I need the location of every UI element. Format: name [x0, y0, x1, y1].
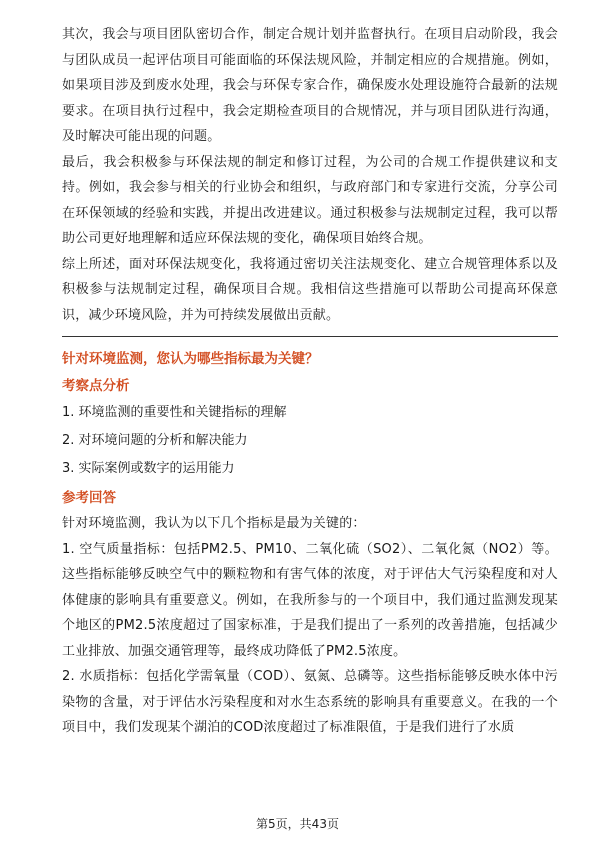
- analysis-item: 1. 环境监测的重要性和关键指标的理解: [62, 405, 287, 420]
- answer-intro: 针对环境监测，我认为以下几个指标是最为关键的：: [62, 516, 366, 531]
- page-number-footer: 第5页，共43页: [256, 817, 339, 831]
- analysis-title: 考察点分析: [62, 378, 130, 394]
- answer-title: 参考回答: [62, 490, 116, 506]
- document-page: [62, 22, 558, 741]
- question-heading: 针对环境监测，您认为哪些指标最为关键？: [62, 351, 319, 367]
- paragraph-compliance-plan: 其次，我会与项目团队密切合作，制定合规计划并监督执行。在项目启动阶段，我会与团队成员一起评估项目可能面临的环保法规风险，并制定相应的合规措施。例如，如果项目涉及到废水处理，我会与环保专家合作，确保废水处理设施符合最新的法规要求。在项目执行过程中，我会定期检查项目的合规情况，并与项目团队进行沟通，及时解决可能出现的问题。: [62, 27, 558, 144]
- section-divider: [62, 336, 558, 337]
- paragraph-regulation-participation: 最后，我会积极参与环保法规的制定和修订过程，为公司的合规工作提供建议和支持。例如，我会参与相关的行业协会和组织，与政府部门和专家进行交流，分享公司在环保领域的经验和实践，并提出改进建议。通过积极参与法规制定过程，我可以帮助公司更好地理解和适应环保法规的变化，确保项目始终合规。: [62, 154, 558, 246]
- paragraph-summary: 综上所述，面对环保法规变化，我将通过密切关注法规变化、建立合规管理体系以及积极参与法规制定过程，确保项目合规。我相信这些措施可以帮助公司提高环保意识，减少环境风险，并为可持续发展做出贡献。: [62, 256, 558, 323]
- answer-point-air: 1. 空气质量指标：包括PM2.5、PM10、二氧化硫（SO2）、二氧化氮（NO2）等。这些指标能够反映空气中的颗粒物和有害气体的浓度，对于评估大气污染程度和对人体健康的影响具有重要意义。例如，在我所参与的一个项目中，我们通过监测发现某个地区的PM2.5浓度超过了国家标准，于是我们提出了一系列的改善措施，包括减少工业排放、加强交通管理等，最终成功降低了PM2.5浓度。: [62, 541, 558, 659]
- analysis-item: 3. 实际案例或数字的运用能力: [62, 461, 235, 476]
- answer-point-water: 2. 水质指标：包括化学需氧量（COD）、氨氮、总磷等。这些指标能够反映水体中污染物的含量，对于评估水污染程度和对水生态系统的影响具有重要意义。在我的一个项目中，我们发现某个湖泊的COD浓度超过了标准限值，于是我们进行了水质: [62, 669, 558, 735]
- analysis-item: 2. 对环境问题的分析和解决能力: [62, 433, 248, 448]
